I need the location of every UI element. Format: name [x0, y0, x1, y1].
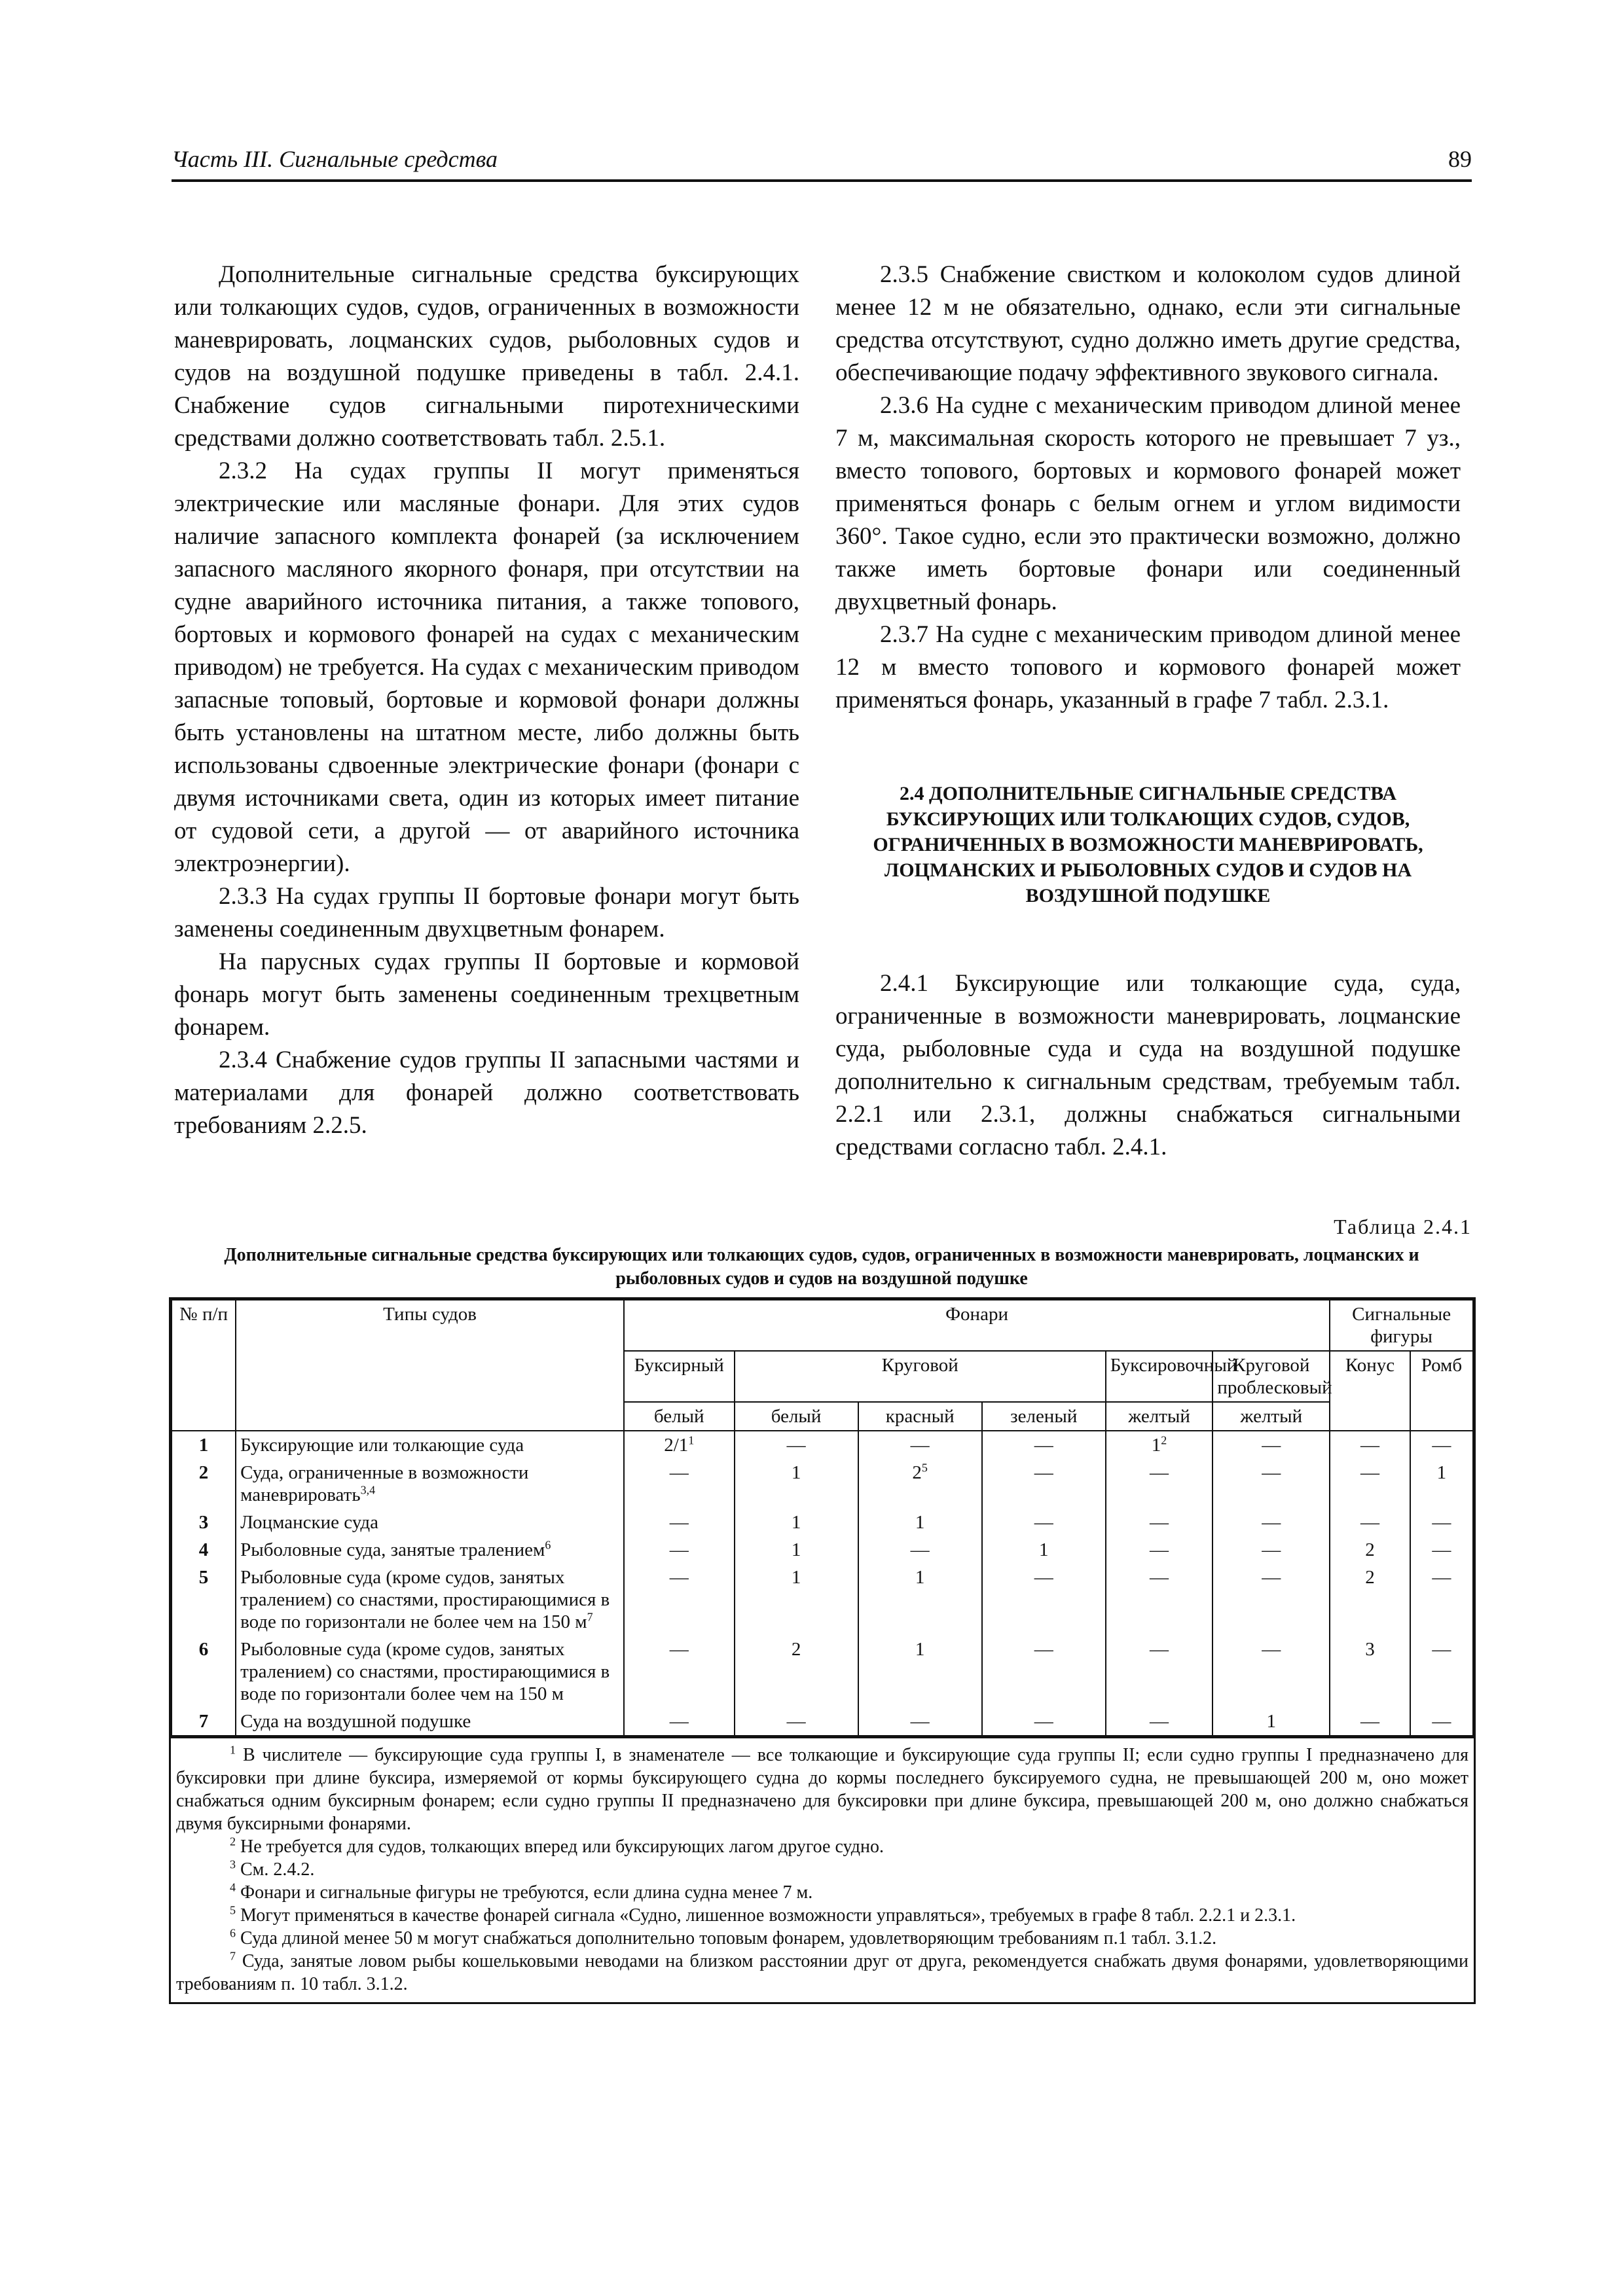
- cell-allround-green-text: —: [1034, 1435, 1053, 1456]
- row-number-text: 2: [198, 1462, 209, 1483]
- cell-allround-white-text: 1: [791, 1512, 801, 1533]
- cell-rhomb: [1410, 1459, 1473, 1509]
- cell-rhomb: [1410, 1708, 1473, 1736]
- part-title: Часть III. Сигнальные средства: [172, 146, 498, 172]
- row-number: [172, 1509, 236, 1536]
- cell-rhomb-text: —: [1432, 1539, 1451, 1560]
- paragraph: 2.3.5 Снабжение свистком и колоколом судов длиной менее 12 м не обязательно, однако, если эти сигнальные средства отсутствуют, судно должно иметь другие средства, обеспечивающие подачу эффективного звукового сигнала.: [835, 261, 1461, 386]
- footnote: [176, 1927, 1468, 1950]
- ship-type-text: Рыболовные суда, занятые тралением: [240, 1539, 545, 1560]
- footnote-ref: 5: [921, 1461, 928, 1475]
- cell-rhomb: [1410, 1564, 1473, 1636]
- cell-towing-yellow: [1106, 1636, 1213, 1708]
- cell-towing-white-text: —: [669, 1639, 689, 1660]
- cell-towing-white-text: 2/1: [664, 1435, 689, 1456]
- cell-rhomb: [1410, 1636, 1473, 1708]
- cell-allround-red-text: 1: [915, 1512, 925, 1533]
- cell-flashing-yellow-text: —: [1262, 1435, 1281, 1456]
- col-header-lights: Фонари: [624, 1300, 1330, 1351]
- ship-type: [236, 1459, 624, 1509]
- cell-rhomb: [1410, 1509, 1473, 1536]
- cell-allround-white: [735, 1431, 858, 1459]
- cell-allround-white-text: 2: [791, 1639, 801, 1660]
- cell-flashing-yellow-text: —: [1262, 1462, 1281, 1483]
- cell-towing-yellow: [1106, 1459, 1213, 1509]
- footnote-text: Фонари и сигнальные фигуры не требуются, если длина судна менее 7 м.: [240, 1882, 813, 1903]
- cell-towing-yellow-text: —: [1150, 1639, 1169, 1660]
- footnote-text: Суда, занятые ловом рыбы кошельковыми неводами на близком расстоянии друг от друга, рекомендуется снабжать двумя фонарями, удовлетворяющими требованиям п. 10 табл. 3.1.2.: [176, 1951, 1468, 1994]
- cell-flashing-yellow-text: 1: [1266, 1711, 1277, 1732]
- col-header-rhomb: Ромб: [1410, 1351, 1473, 1431]
- footnote: [176, 1881, 1468, 1904]
- cell-towing-yellow-text: —: [1150, 1512, 1169, 1533]
- cell-towing-white: [624, 1564, 735, 1636]
- page-header: [172, 145, 1472, 182]
- cell-rhomb-text: —: [1432, 1711, 1451, 1732]
- cell-allround-white-text: —: [786, 1435, 806, 1456]
- ship-type-text: Суда, ограниченные в возможности маневрировать: [240, 1462, 529, 1505]
- footnote-mark: 6: [230, 1926, 236, 1940]
- paragraph: 2.3.4 Снабжение судов группы II запасными частями и материалами для фонарей должно соответствовать требованиям 2.2.5.: [174, 1047, 799, 1139]
- row-number-text: 7: [198, 1711, 209, 1732]
- color-red: красный: [858, 1402, 982, 1431]
- cell-flashing-yellow-text: —: [1262, 1639, 1281, 1660]
- footnote-ref: 3,4: [360, 1483, 376, 1497]
- col-header-type: Типы судов: [236, 1300, 624, 1431]
- paragraph: 2.3.2 На судах группы II могут применяться электрические или масляные фонари. Для этих судов наличие запасного комплекта фонарей (за исключением запасного масляного якорного фонаря, при отсутствии на судне аварийного источника питания, а также топового, бортовых и кормового фонарей на судах с механическим приводом) не требуется. На судах с механическим приводом запасные топовый, бортовые и кормовой фонари должны быть установлены на штатном месте, либо должны быть использованы сдвоенные электрические фонари (фонари с двумя источниками света, один из которых имеет питание от судовой сети, а другой — от аварийного источника электроэнергии).: [174, 457, 799, 877]
- footnote-ref: 6: [545, 1538, 551, 1552]
- cell-rhomb-text: 1: [1436, 1462, 1447, 1483]
- cell-allround-green-text: —: [1034, 1711, 1053, 1732]
- cell-allround-green: [982, 1536, 1106, 1564]
- cell-allround-red: [858, 1636, 982, 1708]
- cell-rhomb-text: —: [1432, 1567, 1451, 1588]
- cell-cone: [1330, 1636, 1410, 1708]
- col-header-cone: Конус: [1330, 1351, 1410, 1431]
- paragraph: 2.3.6 На судне с механическим приводом длиной менее 7 м, максимальная скорость которого не превышает 7 уз., вместо топового, бортовых и кормового фонарей может применяться фонарь с белым огнем и углом видимости 360°. Такое судно, если это практически возможно, должно также иметь бортовые фонари или соединенный двухцветный фонарь.: [835, 392, 1461, 615]
- table-row: [172, 1431, 1473, 1459]
- cell-allround-green-text: —: [1034, 1639, 1053, 1660]
- cell-flashing-yellow: [1213, 1536, 1330, 1564]
- left-column: [174, 259, 799, 1142]
- footnote-mark: 7: [230, 1949, 236, 1963]
- cell-cone-text: —: [1360, 1435, 1380, 1456]
- cell-flashing-yellow: [1213, 1509, 1330, 1536]
- cell-allround-green-text: —: [1034, 1512, 1053, 1533]
- cell-allround-white: [735, 1459, 858, 1509]
- cell-allround-white: [735, 1564, 858, 1636]
- row-number-text: 6: [198, 1639, 209, 1660]
- cell-flashing-yellow: [1213, 1431, 1330, 1459]
- page-number: 89: [1448, 146, 1472, 172]
- row-number: [172, 1459, 236, 1509]
- cell-allround-green-text: 1: [1038, 1539, 1049, 1560]
- col-header-figures: Сигнальные фигуры: [1330, 1300, 1473, 1351]
- cell-towing-yellow: [1106, 1708, 1213, 1736]
- cell-cone: [1330, 1564, 1410, 1636]
- cell-towing-yellow: [1106, 1536, 1213, 1564]
- cell-flashing-yellow: [1213, 1459, 1330, 1509]
- footnote-text: Не требуется для судов, толкающих вперед или буксирующих лагом другое судно.: [240, 1837, 884, 1857]
- cell-allround-green-text: —: [1034, 1567, 1053, 1588]
- cell-allround-white: [735, 1708, 858, 1736]
- col-header-number: № п/п: [172, 1300, 236, 1431]
- cell-towing-yellow: [1106, 1564, 1213, 1636]
- footnote-mark: 3: [230, 1857, 236, 1871]
- cell-towing-white-text: —: [669, 1512, 689, 1533]
- cell-towing-white-text: —: [669, 1567, 689, 1588]
- cell-allround-red-text: —: [910, 1711, 930, 1732]
- cell-towing-white-text: —: [669, 1539, 689, 1560]
- cell-cone: [1330, 1431, 1410, 1459]
- footnote: [176, 1858, 1468, 1881]
- cell-rhomb-text: —: [1432, 1435, 1451, 1456]
- table-row: [172, 1536, 1473, 1564]
- table-row: [172, 1564, 1473, 1636]
- paragraph: Дополнительные сигнальные средства буксирующих или толкающих судов, судов, ограниченных в возможности маневрировать, лоцманских судов, рыболовных судов и судов на воздушной подушке приведены в табл. 2.4.1. Снабжение судов сигнальными пиротехническими средствами должно соответствовать табл. 2.5.1.: [174, 261, 799, 452]
- cell-flashing-yellow: [1213, 1564, 1330, 1636]
- cell-allround-red-text: 2: [912, 1462, 922, 1483]
- row-number-text: 3: [198, 1512, 209, 1533]
- row-number: [172, 1564, 236, 1636]
- footnote-mark: 2: [230, 1835, 236, 1848]
- cell-allround-green: [982, 1708, 1106, 1736]
- cell-towing-yellow-text: —: [1150, 1462, 1169, 1483]
- cell-rhomb: [1410, 1536, 1473, 1564]
- table-row: [172, 1708, 1473, 1736]
- cell-towing-white-text: —: [669, 1711, 689, 1732]
- table-footnotes: [171, 1736, 1474, 2002]
- cell-towing-yellow-text: 1: [1151, 1435, 1161, 1456]
- cell-flashing-yellow-text: —: [1262, 1567, 1281, 1588]
- row-number-text: 1: [198, 1435, 209, 1456]
- cell-allround-white-text: —: [786, 1711, 806, 1732]
- cell-allround-white: [735, 1536, 858, 1564]
- cell-towing-yellow-text: —: [1150, 1539, 1169, 1560]
- row-number: [172, 1708, 236, 1736]
- cell-flashing-yellow: [1213, 1708, 1330, 1736]
- footnote: [176, 1744, 1468, 1835]
- cell-allround-red: [858, 1459, 982, 1509]
- ship-type: [236, 1636, 624, 1708]
- ship-type-text: Буксирующие или толкающие суда: [240, 1435, 524, 1456]
- cell-allround-white-text: 1: [791, 1567, 801, 1588]
- footnote: [176, 1950, 1468, 1996]
- table-row: [172, 1459, 1473, 1509]
- footnote-text: Суда длиной менее 50 м могут снабжаться дополнительно топовым фонарем, удовлетворяющим требованиям п.1 табл. 3.1.2.: [240, 1928, 1217, 1948]
- footnote-mark: 4: [230, 1880, 236, 1894]
- cell-rhomb-text: —: [1432, 1639, 1451, 1660]
- footnote-text: См. 2.4.2.: [240, 1859, 315, 1880]
- cell-towing-white: [624, 1509, 735, 1536]
- table-label: Таблица 2.4.1: [1334, 1215, 1472, 1238]
- ship-type: [236, 1564, 624, 1636]
- cell-allround-white: [735, 1509, 858, 1536]
- footnote-mark: 1: [230, 1743, 236, 1757]
- footnote-text: В числителе — буксирующие суда группы I, в знаменателе — все толкающие и буксирующие суда группы II; если судно группы I предназначено для буксировки при длине буксира, измеряемой от кормы буксирующего судна до кормы последнего буксируемого судна, не превышающей 200 м, оно может снабжаться одним буксирным фонарем; если судно группы II предназначено для буксировки при длине буксира, превышающей 200 м, оно должно снабжаться двумя буксирными фонарями.: [176, 1745, 1468, 1834]
- cell-allround-green-text: —: [1034, 1462, 1053, 1483]
- ship-type-text: Рыболовные суда (кроме судов, занятых тралением) со снастями, простирающимися в воде по горизонтали не более чем на 150 м: [240, 1567, 610, 1632]
- cell-towing-yellow-text: —: [1150, 1567, 1169, 1588]
- col-header-towing: Буксирный: [624, 1351, 735, 1402]
- row-number-text: 5: [198, 1567, 209, 1588]
- footnote-ref: 7: [587, 1610, 593, 1624]
- cell-allround-red: [858, 1564, 982, 1636]
- footnote-text: Могут применяться в качестве фонарей сигнала «Судно, лишенное возможности управляться», требуемых в графе 8 табл. 2.2.1 и 2.3.1.: [240, 1905, 1296, 1926]
- cell-cone-text: 3: [1365, 1639, 1375, 1660]
- footnote-ref: 2: [1161, 1433, 1167, 1447]
- cell-towing-yellow-text: —: [1150, 1711, 1169, 1732]
- cell-cone: [1330, 1536, 1410, 1564]
- cell-towing-white: [624, 1459, 735, 1509]
- cell-cone: [1330, 1459, 1410, 1509]
- col-header-allround: Круговой: [735, 1351, 1106, 1402]
- cell-cone-text: 2: [1365, 1567, 1375, 1588]
- ship-type-text: Рыболовные суда (кроме судов, занятых тралением) со снастями, простирающимися в воде по горизонтали более чем на 150 м: [240, 1639, 610, 1704]
- cell-allround-red: [858, 1708, 982, 1736]
- cell-allround-green: [982, 1564, 1106, 1636]
- table-caption: Дополнительные сигнальные средства буксирующих или толкающих судов, судов, ограниченных в возможности маневрировать, лоцманских и рыболовных судов и судов на воздушной подушке: [224, 1245, 1419, 1289]
- ship-type: [236, 1509, 624, 1536]
- cell-allround-white-text: 1: [791, 1462, 801, 1483]
- cell-flashing-yellow-text: —: [1262, 1539, 1281, 1560]
- right-column: [835, 259, 1461, 1164]
- paragraph: 2.3.3 На судах группы II бортовые фонари могут быть заменены соединенным двухцветным фонарем.: [174, 883, 799, 942]
- cell-flashing-yellow: [1213, 1636, 1330, 1708]
- cell-allround-red: [858, 1509, 982, 1536]
- row-number: [172, 1431, 236, 1459]
- cell-towing-white-text: —: [669, 1462, 689, 1483]
- cell-cone: [1330, 1708, 1410, 1736]
- cell-towing-white: [624, 1431, 735, 1459]
- col-header-flashing: Круговой проблесковый: [1213, 1351, 1330, 1402]
- cell-towing-yellow: [1106, 1431, 1213, 1459]
- color-yellow: желтый: [1106, 1402, 1213, 1431]
- cell-allround-red-text: 1: [915, 1639, 925, 1660]
- ship-type: [236, 1431, 624, 1459]
- ship-type-text: Суда на воздушной подушке: [240, 1711, 471, 1732]
- cell-cone-text: —: [1360, 1462, 1380, 1483]
- cell-rhomb: [1410, 1431, 1473, 1459]
- col-header-towing-light: Буксировочный: [1106, 1351, 1213, 1402]
- cell-allround-red: [858, 1536, 982, 1564]
- table-row: [172, 1509, 1473, 1536]
- section-heading: 2.4 ДОПОЛНИТЕЛЬНЫЕ СИГНАЛЬНЫЕ СРЕДСТВА БУКСИРУЮЩИХ ИЛИ ТОЛКАЮЩИХ СУДОВ, СУДОВ, ОГРАНИЧЕННЫХ В ВОЗМОЖНОСТИ МАНЕВРИРОВАТЬ, ЛОЦМАНСКИХ И РЫБОЛОВНЫХ СУДОВ И СУДОВ НА ВОЗДУШНОЙ ПОДУШКЕ: [873, 783, 1423, 906]
- cell-allround-red-text: —: [910, 1539, 930, 1560]
- cell-towing-yellow: [1106, 1509, 1213, 1536]
- cell-flashing-yellow-text: —: [1262, 1512, 1281, 1533]
- footnote-ref: 1: [688, 1433, 695, 1447]
- paragraph: На парусных судах группы II бортовые и кормовой фонарь могут быть заменены соединенным трехцветным фонарем.: [174, 948, 799, 1041]
- cell-towing-white: [624, 1536, 735, 1564]
- cell-cone-text: 2: [1365, 1539, 1375, 1560]
- signal-table: [169, 1297, 1476, 2004]
- cell-allround-white-text: 1: [791, 1539, 801, 1560]
- cell-cone-text: —: [1360, 1512, 1380, 1533]
- color-white: белый: [735, 1402, 858, 1431]
- footnote-mark: 5: [230, 1903, 236, 1917]
- row-number-text: 4: [198, 1539, 209, 1560]
- cell-allround-green: [982, 1459, 1106, 1509]
- paragraph: 2.4.1 Буксирующие или толкающие суда, суда, ограниченные в возможности маневрировать, лоцманские суда, рыболовные суда и суда на воздушной подушке дополнительно к сигнальным средствам, требуемым табл. 2.2.1 или 2.3.1, должны снабжаться сигнальными средствами согласно табл. 2.4.1.: [835, 970, 1461, 1160]
- paragraph: 2.3.7 На судне с механическим приводом длиной менее 12 м вместо топового и кормового фонарей может применяться фонарь, указанный в графе 7 табл. 2.3.1.: [835, 621, 1461, 713]
- color-green: зеленый: [982, 1402, 1106, 1431]
- ship-type-text: Лоцманские суда: [240, 1512, 379, 1533]
- cell-rhomb-text: —: [1432, 1512, 1451, 1533]
- cell-allround-red: [858, 1431, 982, 1459]
- color-yellow: желтый: [1213, 1402, 1330, 1431]
- cell-allround-red-text: 1: [915, 1567, 925, 1588]
- cell-cone: [1330, 1509, 1410, 1536]
- cell-allround-white: [735, 1636, 858, 1708]
- cell-allround-green: [982, 1431, 1106, 1459]
- cell-towing-white: [624, 1636, 735, 1708]
- cell-towing-white: [624, 1708, 735, 1736]
- footnote: [176, 1904, 1468, 1927]
- row-number: [172, 1636, 236, 1708]
- table-row: [172, 1636, 1473, 1708]
- footnote: [176, 1835, 1468, 1858]
- ship-type: [236, 1536, 624, 1564]
- color-white: белый: [624, 1402, 735, 1431]
- cell-cone-text: —: [1360, 1711, 1380, 1732]
- cell-allround-green: [982, 1636, 1106, 1708]
- ship-type: [236, 1708, 624, 1736]
- cell-allround-red-text: —: [910, 1435, 930, 1456]
- cell-allround-green: [982, 1509, 1106, 1536]
- row-number: [172, 1536, 236, 1564]
